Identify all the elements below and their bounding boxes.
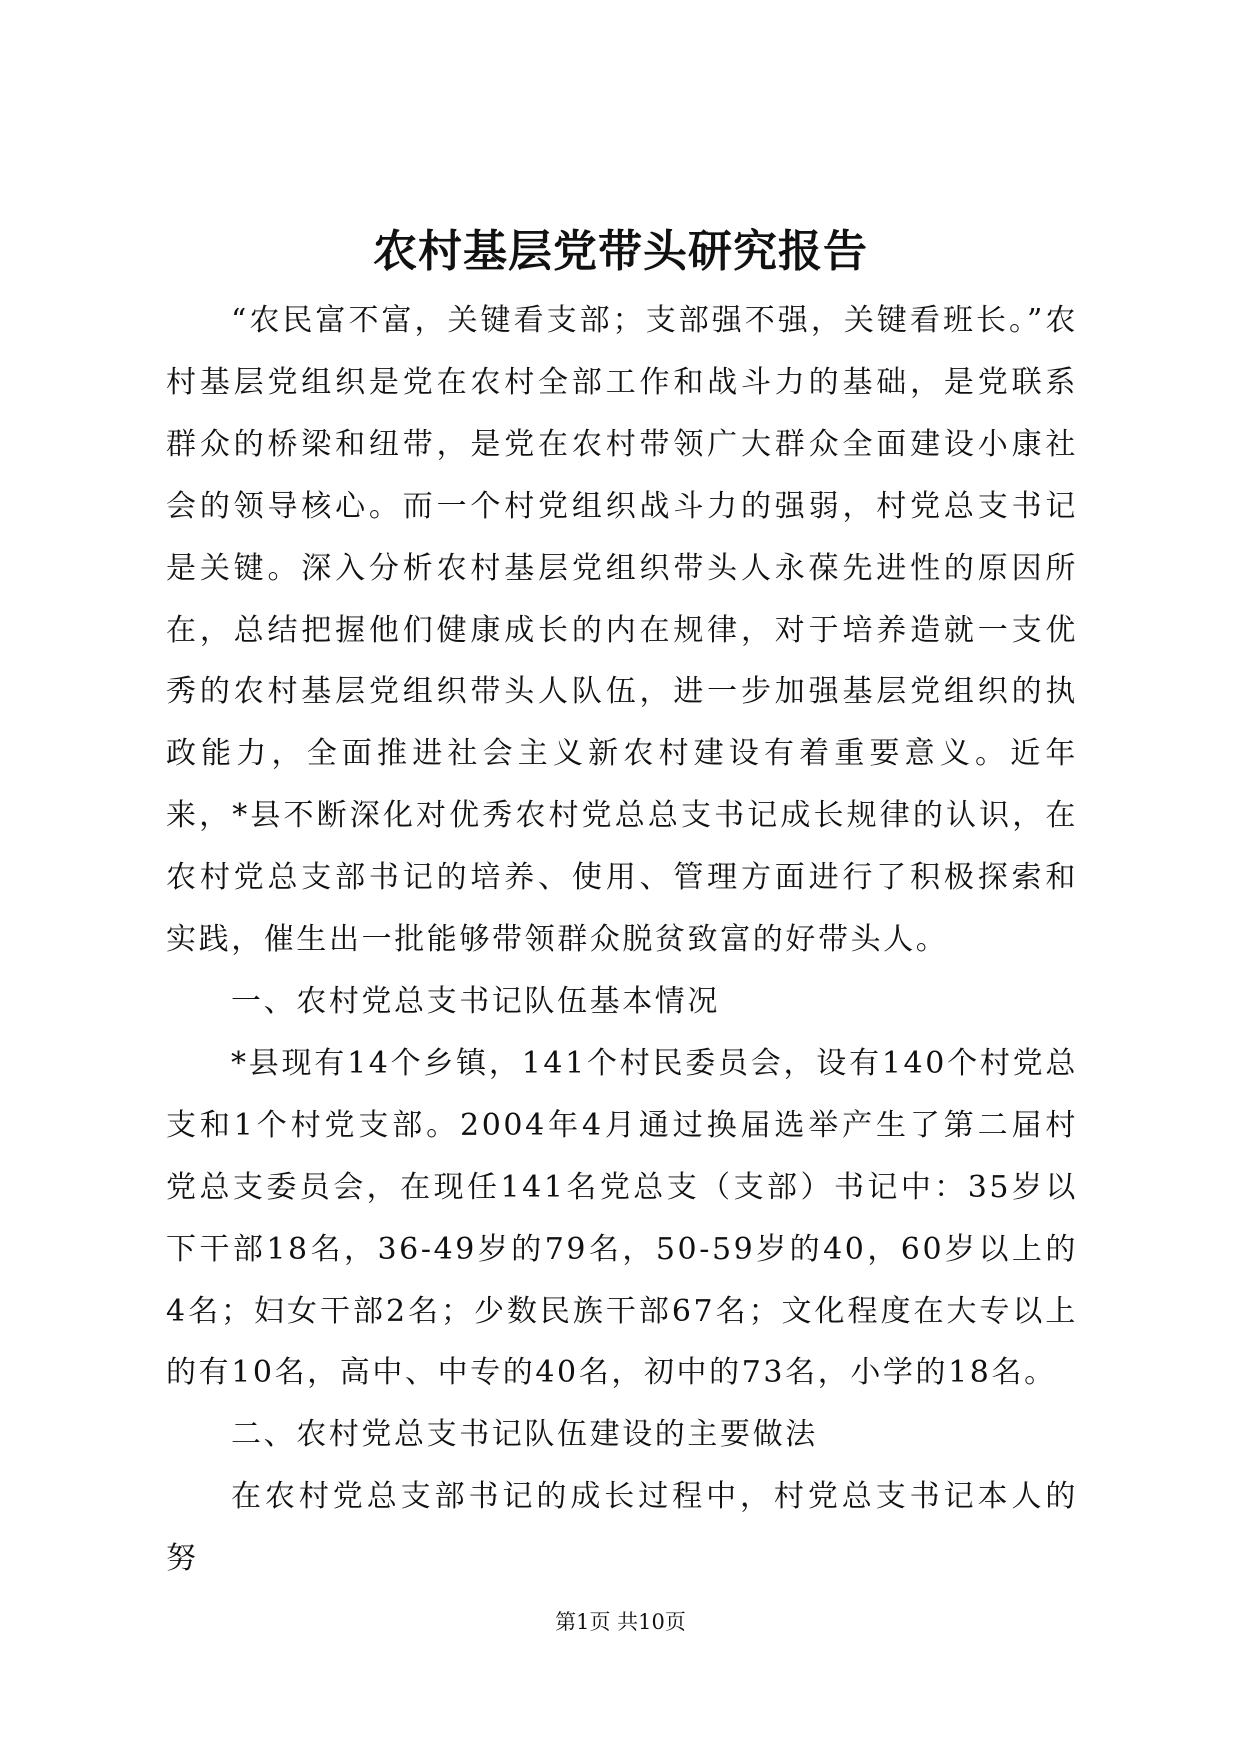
paragraph-intro: “农民富不富，关键看支部；支部强不强，关键看班长。”农村基层党组织是党在农村全部工作和战斗力的基础，是党联系群众的桥梁和纽带，是党在农村带领广大群众全面建设小康社会的领导核心。而一个村党组织战斗力的强弱，村党总支书记是关键。深入分析农村基层党组织带头人永葆先进性的原因所在，总结把握他们健康成长的内在规律，对于培养造就一支优秀的农村基层党组织带头人队伍，进一步加强基层党组织的执政能力，全面推进社会主义新农村建设有着重要意义。近年来，*县不断深化对优秀农村党总总支书记成长规律的认识，在农村党总支部书记的培养、使用、管理方面进行了积极探索和实践，催生出一批能够带领群众脱贫致富的好带头人。 — [166, 303, 1078, 958]
document-title: 农村基层党带头研究报告 — [373, 226, 868, 277]
section-heading-2: 二、农村党总支书记队伍建设的主要做法 — [231, 1417, 818, 1453]
paragraph-statistics: *县现有14个乡镇，141个村民委员会，设有140个村党总支和1个村党支部。2004年4月通过换届选举产生了第二届村党总支委员会，在现任141名党总支（支部）书记中：35岁以下干部18名，36-49岁的79名，50-59岁的40，60岁以上的4名；妇女干部2名；少数民族干部67名；文化程度在大专以上的有10名，高中、中专的40名，初中的73名，小学的18名。 — [166, 1045, 1078, 1391]
document-body — [166, 290, 1078, 1590]
page-number-footer: 第1页 共10页 — [555, 1610, 686, 1634]
paragraph-practices: 在农村党总支部书记的成长过程中，村党总支书记本人的努 — [166, 1479, 1078, 1577]
section-heading-1: 一、农村党总支书记队伍基本情况 — [231, 983, 720, 1019]
